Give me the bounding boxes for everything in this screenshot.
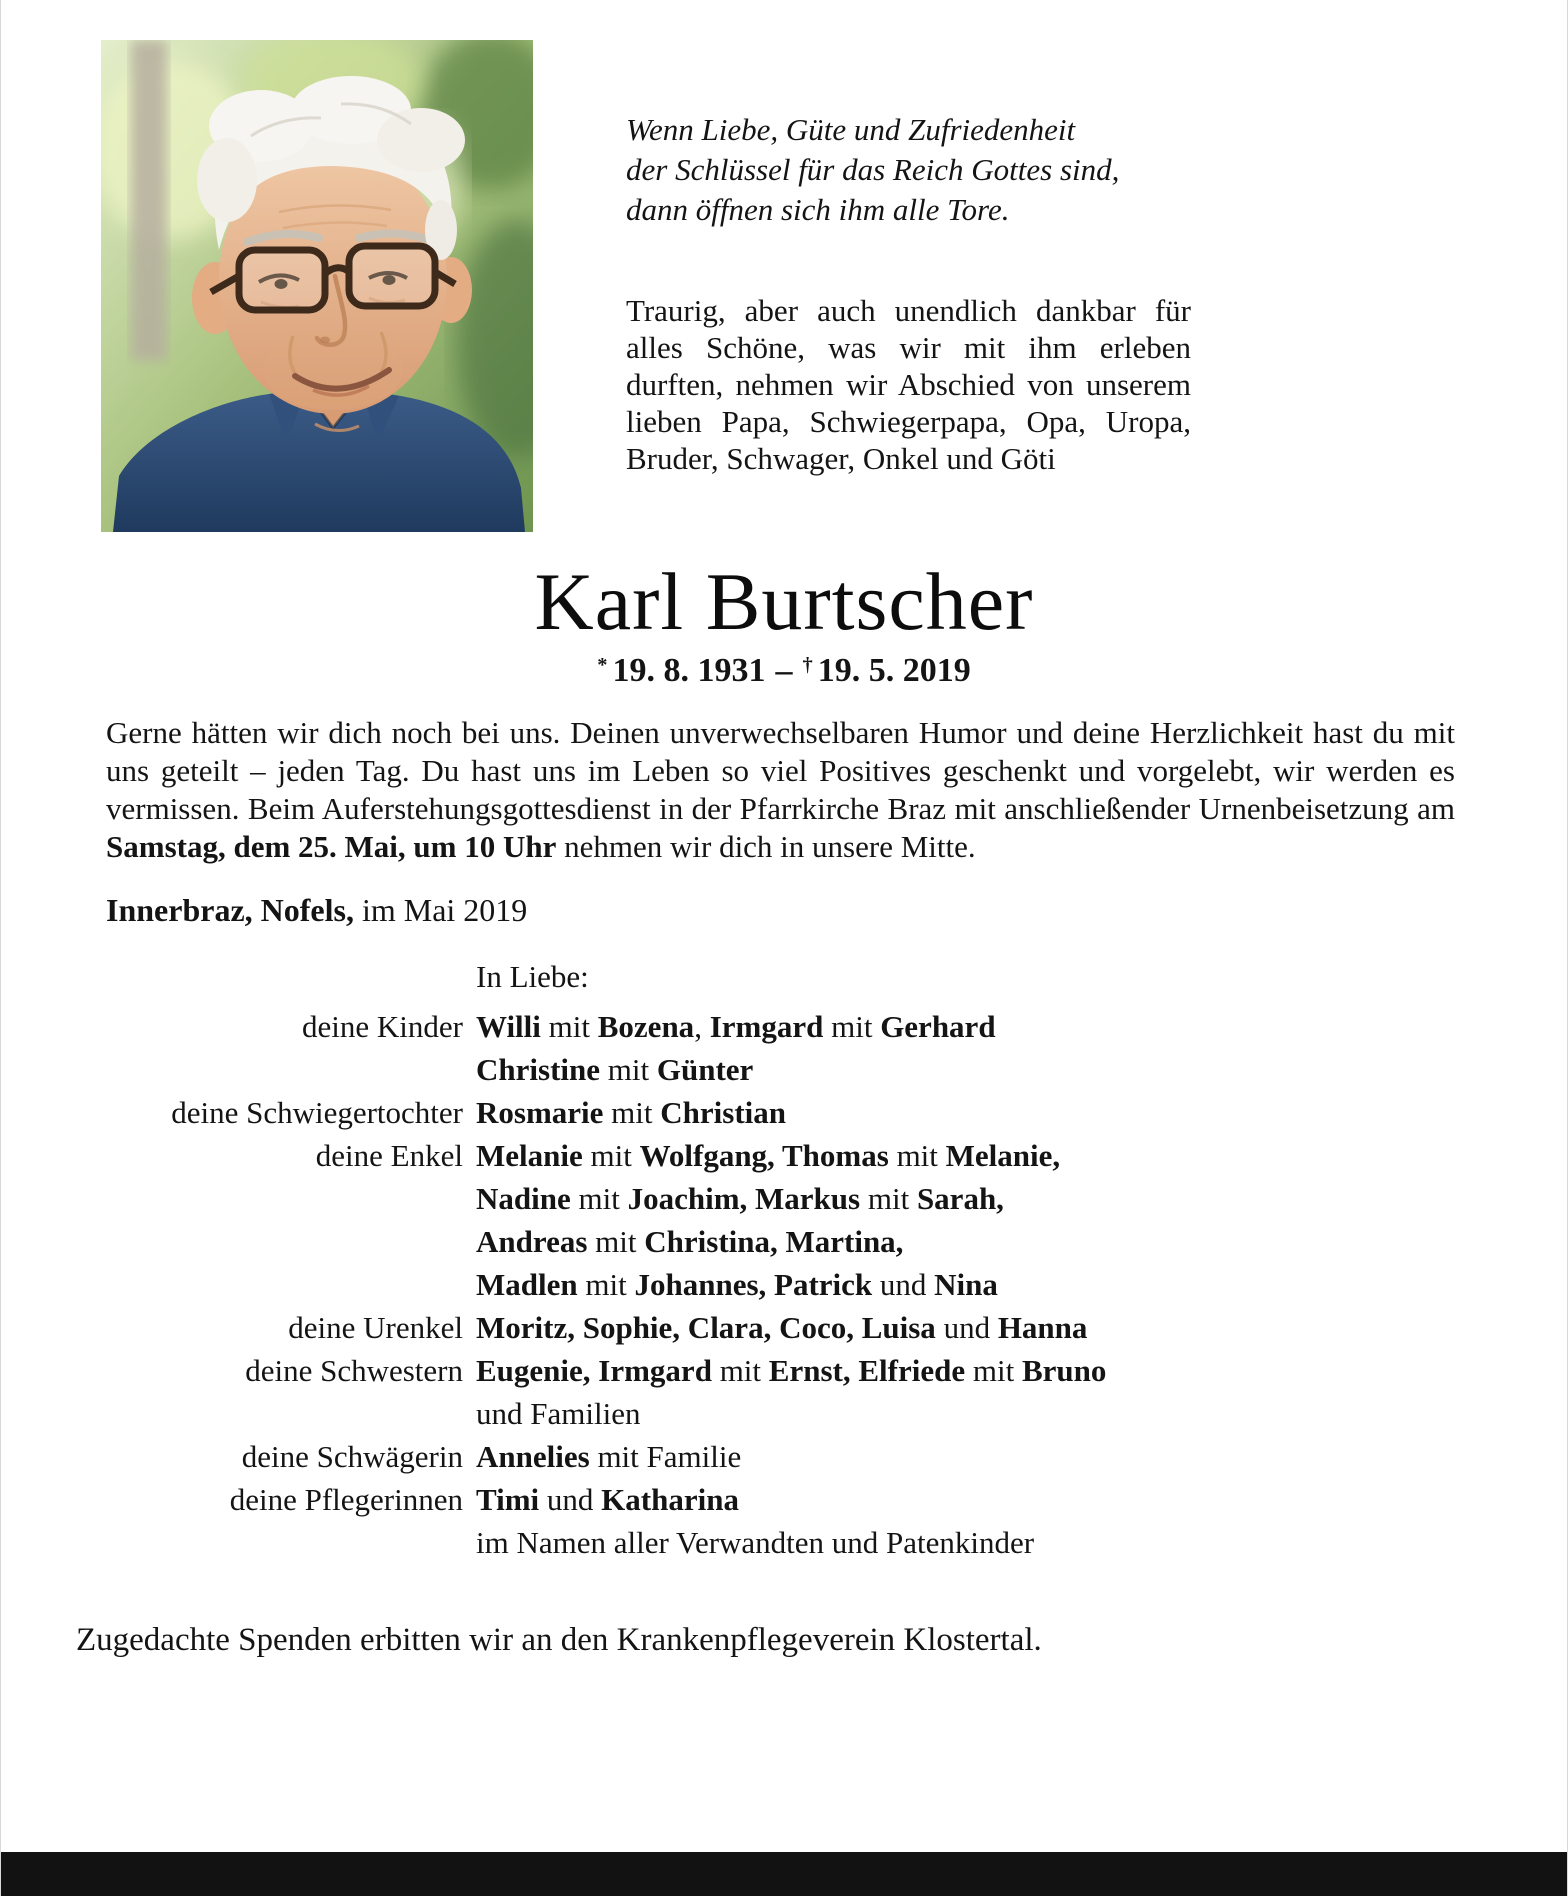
family-list (1, 959, 1567, 1564)
family-row-label: deine Schwiegertochter (171, 1094, 463, 1130)
family-names-line: Moritz, Sophie, Clara, Coco, Luisa und Hanna (476, 1309, 1088, 1345)
dateline-places: Innerbraz, Nofels, (106, 891, 354, 928)
family-row (106, 1435, 1507, 1478)
announcement-part2: nehmen wir dich in unsere Mitte. (556, 828, 976, 864)
family-row-names (476, 1349, 1106, 1435)
family-row-label: deine Schwägerin (241, 1438, 463, 1474)
family-row-label: deine Enkel (315, 1137, 463, 1173)
family-row-names (476, 1521, 1034, 1564)
family-names-line: Madlen mit Johannes, Patrick und Nina (476, 1266, 998, 1302)
family-row-names (476, 1005, 996, 1091)
epigraph-line: dann öffnen sich ihm alle Tore. (626, 192, 1010, 227)
family-names-line: und Familien (476, 1395, 641, 1431)
epigraph-line: Wenn Liebe, Güte und Zufriedenheit (626, 112, 1076, 147)
dates-separator: – (775, 651, 793, 689)
deceased-name: Karl Burtscher (534, 556, 1034, 647)
farewell-text: Traurig, aber auch unendlich dankbar für alles Schöne, was wir mit ihm erleben durften, nehmen wir Abschied von unserem lieben Papa, Schwiegerpapa, Opa, Uropa, Bruder, Schwager, Onkel und Göti (626, 293, 1191, 476)
dateline (106, 892, 1455, 929)
family-names-line: Nadine mit Joachim, Markus mit Sarah, (476, 1180, 1004, 1216)
epigraph (626, 110, 1191, 230)
family-row (106, 1005, 1507, 1091)
portrait-photo (101, 40, 533, 532)
family-names-line: im Namen aller Verwandten und Patenkinder (476, 1524, 1035, 1560)
portrait-photo-illustration (101, 40, 533, 532)
family-row-label: deine Urenkel (288, 1309, 463, 1345)
family-row (106, 1306, 1507, 1349)
family-row-names (476, 1478, 739, 1521)
top-text-column (626, 40, 1191, 477)
deceased-dates (1, 652, 1567, 690)
family-row-label: deine Schwestern (245, 1352, 463, 1388)
family-heading: In Liebe: (476, 958, 589, 994)
family-row-label: deine Pflegerinnen (229, 1481, 463, 1517)
announcement-highlight: Samstag, dem 25. Mai, um 10 Uhr (106, 828, 557, 864)
announcement-text (106, 714, 1455, 866)
family-row-names (476, 1435, 741, 1478)
family-names-line: Annelies mit Familie (476, 1438, 742, 1474)
donation-line: Zugedachte Spenden erbitten wir an den Krankenpflegeverein Klostertal. (76, 1621, 1042, 1658)
epigraph-line: der Schlüssel für das Reich Gottes sind, (626, 152, 1120, 187)
death-date: 19. 5. 2019 (817, 651, 971, 689)
family-row (106, 1134, 1507, 1306)
family-names-line: Christine mit Günter (476, 1051, 754, 1087)
family-rows (106, 1005, 1507, 1564)
family-names-line: Timi und Katharina (476, 1481, 739, 1517)
family-row-label: deine Kinder (302, 1008, 463, 1044)
birth-symbol: * (597, 653, 608, 676)
top-section (1, 0, 1567, 532)
family-row-names (476, 1091, 786, 1134)
death-symbol: † (802, 653, 813, 676)
family-row-names (476, 1306, 1087, 1349)
dateline-date: im Mai 2019 (353, 891, 528, 928)
family-names-line: Melanie mit Wolfgang, Thomas mit Melanie, (476, 1137, 1061, 1173)
family-names-line: Rosmarie mit Christian (476, 1094, 786, 1130)
family-names-line: Eugenie, Irmgard mit Ernst, Elfriede mit Bruno (476, 1352, 1107, 1388)
announcement-part1: Gerne hätten wir dich noch bei uns. Deinen unverwechselbaren Humor und deine Herzlichkeit hast du mit uns geteilt – jeden Tag. Du hast uns im Leben so viel Positives geschenkt und vorgelebt, wir werden es vermissen. Beim Auferstehungsgottesdienst in der Pfarrkirche Braz mit anschließender Urnenbeisetzung am (106, 714, 1455, 826)
bottom-rule-bar (1, 1852, 1567, 1896)
family-names-line: Andreas mit Christina, Martina, (476, 1223, 904, 1259)
birth-date: 19. 8. 1931 (612, 651, 766, 689)
family-row (106, 1091, 1507, 1134)
family-row (106, 1478, 1507, 1521)
family-row (106, 1349, 1507, 1435)
family-names-line: Willi mit Bozena, Irmgard mit Gerhard (476, 1008, 996, 1044)
family-row-names (476, 1134, 1060, 1306)
family-row (106, 1521, 1507, 1564)
